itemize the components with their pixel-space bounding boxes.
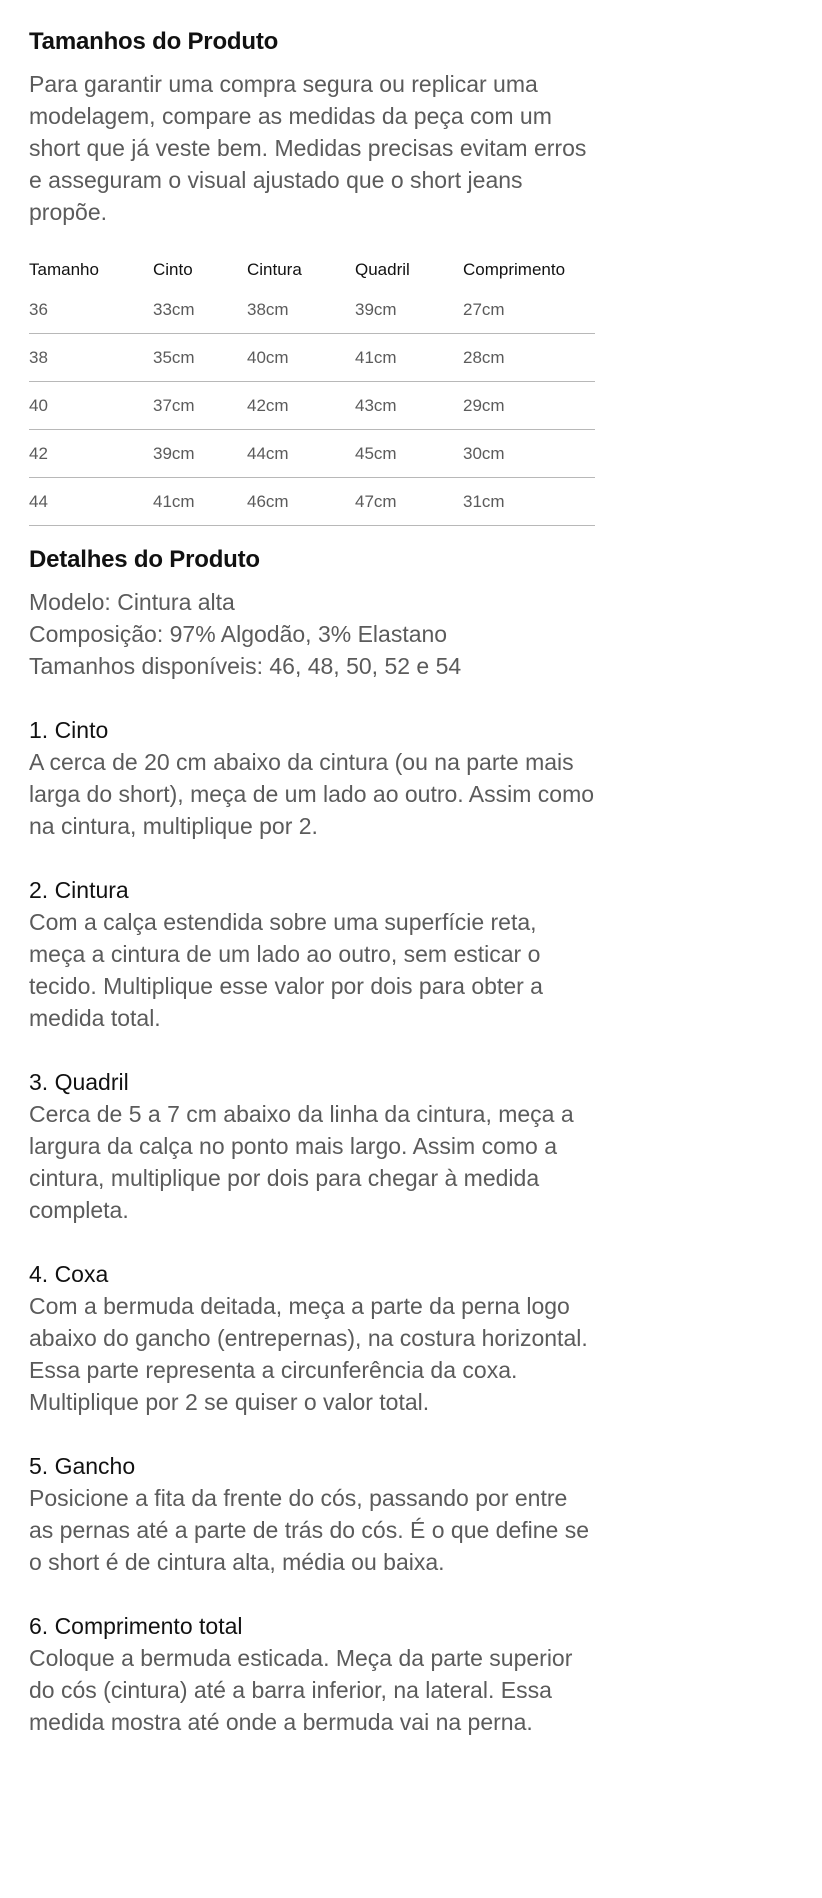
cell-size: 42 [29,443,48,463]
measurement-title: 6. Comprimento total [29,1613,243,1639]
header-comprimento: Comprimento [463,260,566,279]
size-table-header [29,254,595,286]
spec-composicao: Composição: 97% Algodão, 3% Elastano [29,621,448,647]
table-row [29,382,595,430]
cell-quadril: 47cm [355,491,397,511]
header-cinto: Cinto [153,260,193,279]
cell-size: 40 [29,395,48,415]
sizes-intro: Para garantir uma compra segura ou replicar uma modelagem, compare as medidas da peça com um short que já veste bem. Medidas precisas evitam erros e asseguram o visual ajustado que o short jeans propõe. [29,71,587,225]
measurement-title: 1. Cinto [29,717,109,743]
measurement-body: Com a calça estendida sobre uma superfície reta, meça a cintura de um lado ao outro, sem esticar o tecido. Multiplique esse valor por dois para obter a medida total. [29,909,543,1031]
cell-cintura: 40cm [247,347,289,367]
table-row [29,286,595,334]
cell-comprimento: 31cm [463,491,505,511]
measurement-quadril [29,1066,595,1226]
cell-quadril: 39cm [355,299,397,319]
measurement-body: Coloque a bermuda esticada. Meça da parte superior do cós (cintura) até a barra inferior, na lateral. Essa medida mostra até onde a bermuda vai na perna. [29,1645,573,1735]
cell-quadril: 43cm [355,395,397,415]
measurement-coxa [29,1258,595,1418]
cell-cinto: 39cm [153,443,195,463]
measurement-body: Posicione a fita da frente do cós, passando por entre as pernas até a parte de trás do cós. É o que define se o short é de cintura alta, média ou baixa. [29,1485,590,1575]
details-title: Detalhes do Produto [29,546,260,573]
cell-cintura: 46cm [247,491,289,511]
measurement-title: 4. Coxa [29,1261,109,1287]
spec-modelo: Modelo: Cintura alta [29,589,235,615]
table-row [29,334,595,382]
table-row [29,430,595,478]
measurement-comprimento-total [29,1610,595,1738]
cell-cinto: 33cm [153,299,195,319]
cell-cinto: 41cm [153,491,195,511]
cell-quadril: 41cm [355,347,397,367]
header-quadril: Quadril [355,260,410,279]
measurement-title: 3. Quadril [29,1069,129,1095]
cell-comprimento: 30cm [463,443,505,463]
measurement-cintura [29,874,595,1034]
header-cintura: Cintura [247,260,302,279]
table-row [29,478,595,526]
product-specs [29,586,595,682]
cell-cintura: 38cm [247,299,289,319]
cell-size: 38 [29,347,48,367]
measurement-title: 2. Cintura [29,877,129,903]
measurement-body: Cerca de 5 a 7 cm abaixo da linha da cintura, meça a largura da calça no ponto mais largo. Assim como a cintura, multiplique por dois para chegar à medida completa. [29,1101,574,1223]
header-tamanho: Tamanho [29,260,99,279]
cell-cinto: 37cm [153,395,195,415]
sizes-title: Tamanhos do Produto [29,28,279,55]
cell-quadril: 45cm [355,443,397,463]
measurement-body: Com a bermuda deitada, meça a parte da perna logo abaixo do gancho (entrepernas), na costura horizontal. Essa parte representa a circunferência da coxa. Multiplique por 2 se quiser o valor total. [29,1293,588,1415]
measurement-body: A cerca de 20 cm abaixo da cintura (ou na parte mais larga do short), meça de um lado ao outro. Assim como na cintura, multiplique por 2. [29,749,595,839]
measurement-title: 5. Gancho [29,1453,136,1479]
spec-tamanhos: Tamanhos disponíveis: 46, 48, 50, 52 e 54 [29,653,462,679]
cell-cintura: 42cm [247,395,289,415]
size-table [29,254,595,526]
measurement-gancho [29,1450,595,1578]
cell-cintura: 44cm [247,443,289,463]
cell-cinto: 35cm [153,347,195,367]
cell-size: 44 [29,491,48,511]
cell-comprimento: 29cm [463,395,505,415]
cell-comprimento: 27cm [463,299,505,319]
cell-comprimento: 28cm [463,347,505,367]
measurement-cinto [29,714,595,842]
cell-size: 36 [29,299,48,319]
